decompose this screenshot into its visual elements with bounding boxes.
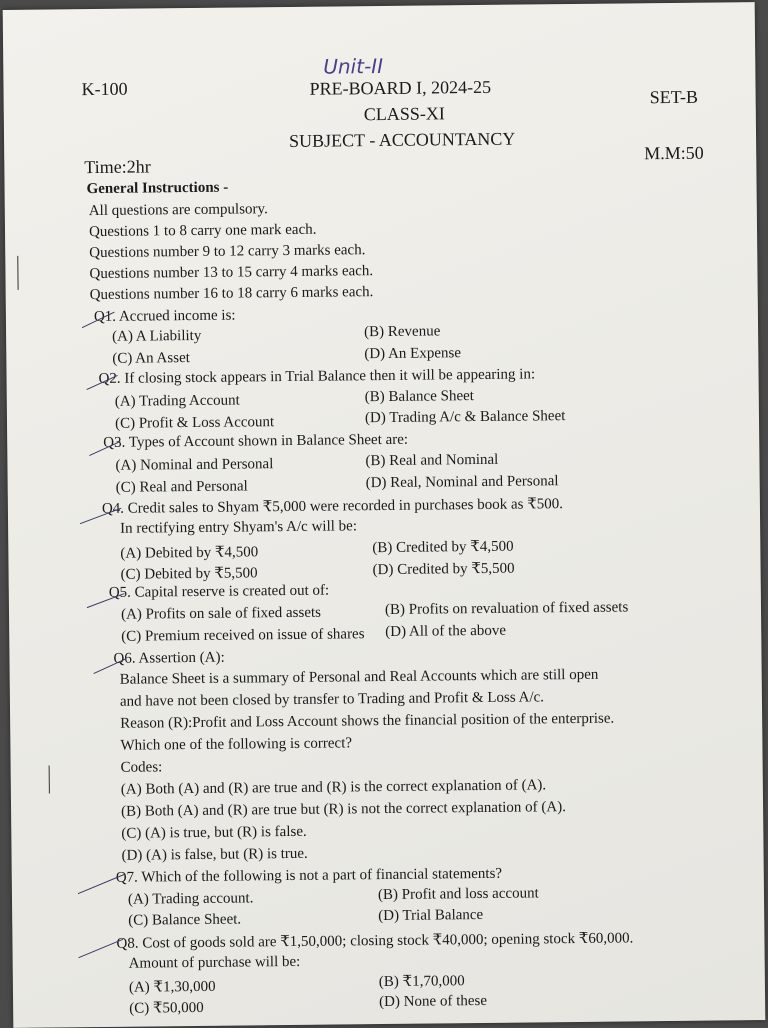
paper-code: K-100 [81, 78, 128, 100]
margin-tick [49, 766, 50, 794]
option: (D) Trial Balance [378, 906, 484, 925]
instruction-line: Questions number 13 to 15 carry 4 marks each. [89, 263, 374, 283]
time-label: Time:2hr [84, 156, 151, 178]
instruction-line: Questions number 9 to 12 carry 3 marks each. [89, 242, 366, 262]
option: (A) ₹1,30,000 [128, 978, 216, 996]
option: (C) Premium received on issue of shares [121, 626, 365, 645]
instruction-line: All questions are compulsory. [88, 201, 268, 220]
option: (A) A Liability [112, 327, 202, 345]
option: (D) (A) is false, but (R) is true. [121, 845, 308, 864]
question-q6-line: and have not been closed by transfer to Trading and Profit & Loss A/c. [119, 689, 545, 710]
option: (A) Both (A) and (R) are true and (R) is the correct explanation of (A). [120, 777, 547, 798]
option: (B) Profits on revaluation of fixed assets [384, 599, 629, 618]
max-marks-label: M.M:50 [644, 142, 704, 164]
option: (B) Balance Sheet [364, 388, 474, 406]
option: (B) Credited by ₹4,500 [372, 538, 514, 557]
handwritten-unit-note: Unit-II [323, 53, 384, 79]
option: (A) Debited by ₹4,500 [120, 544, 259, 562]
option: (B) Profit and loss account [377, 885, 539, 904]
option: (D) Credited by ₹5,500 [372, 560, 515, 579]
question-q6-line: Balance Sheet is a summary of Personal and Real Accounts which are still open [119, 666, 599, 688]
option: (A) Nominal and Personal [115, 456, 274, 474]
option: (D) None of these [379, 992, 488, 1011]
option: (D) All of the above [385, 622, 507, 640]
question-q8: Q8. Cost of goods sold are ₹1,50,000; closing stock ₹40,000; opening stock ₹60,000. [116, 930, 634, 952]
question-q4: Q4. Credit sales to Shyam ₹5,000 were recorded in purchases book as ₹500. [101, 496, 564, 517]
option: (D) Trading A/c & Balance Sheet [364, 408, 566, 427]
option: (D) Real, Nominal and Personal [365, 473, 559, 492]
question-q8-subtext: Amount of purchase will be: [128, 953, 301, 972]
question-q4-subtext: In rectifying entry Shyam's A/c will be: [120, 518, 358, 537]
option: (C) Real and Personal [115, 478, 248, 496]
option: (A) Trading Account [114, 392, 240, 410]
instruction-line: Questions number 16 to 18 carry 6 marks each. [89, 284, 374, 304]
option: (C) ₹50,000 [129, 999, 204, 1017]
margin-tick [17, 256, 18, 290]
subject-label: SUBJECT - ACCOUNTANCY [288, 128, 516, 151]
option: (C) Debited by ₹5,500 [120, 565, 258, 583]
option: (B) Revenue [364, 323, 441, 341]
option: (A) Profits on sale of fixed assets [120, 604, 322, 623]
question-q1: Q1. Accrued income is: [93, 307, 236, 326]
instruction-line: Questions 1 to 8 carry one mark each. [88, 221, 317, 241]
question-q7: Q7. Which of the following is not a part of financial statements? [115, 865, 503, 886]
set-label: SET-B [649, 86, 699, 108]
instructions-heading: General Instructions - [86, 179, 229, 198]
option: (A) Trading account. [127, 890, 254, 908]
exam-title: PRE-BOARD I, 2024-25 [309, 76, 492, 99]
question-q2: Q2. If closing stock appears in Trial Balance then it will be appearing in: [98, 366, 536, 387]
exam-paper [3, 2, 766, 1028]
option: (B) Real and Nominal [365, 451, 499, 470]
option: (C) (A) is true, but (R) is false. [121, 823, 307, 842]
question-q3: Q3. Types of Account shown in Balance Sheet are: [103, 431, 409, 451]
question-q6: Q6. Assertion (A): [113, 649, 225, 667]
option: (C) Profit & Loss Account [114, 414, 275, 432]
question-q6-line: Which one of the following is correct? [120, 735, 353, 754]
option: (C) An Asset [112, 350, 190, 367]
option: (B) ₹1,70,000 [378, 973, 465, 991]
option: (D) An Expense [364, 345, 462, 363]
class-label: CLASS-XI [363, 103, 445, 125]
question-q5: Q5. Capital reserve is created out of: [108, 582, 330, 601]
option: (C) Balance Sheet. [128, 911, 242, 929]
question-q6-line: Reason (R):Profit and Loss Account shows the financial position of the enterprise. [120, 710, 615, 732]
question-q6-line: Codes: [120, 759, 163, 776]
option: (B) Both (A) and (R) are true but (R) is not the correct explanation of (A). [121, 799, 567, 820]
